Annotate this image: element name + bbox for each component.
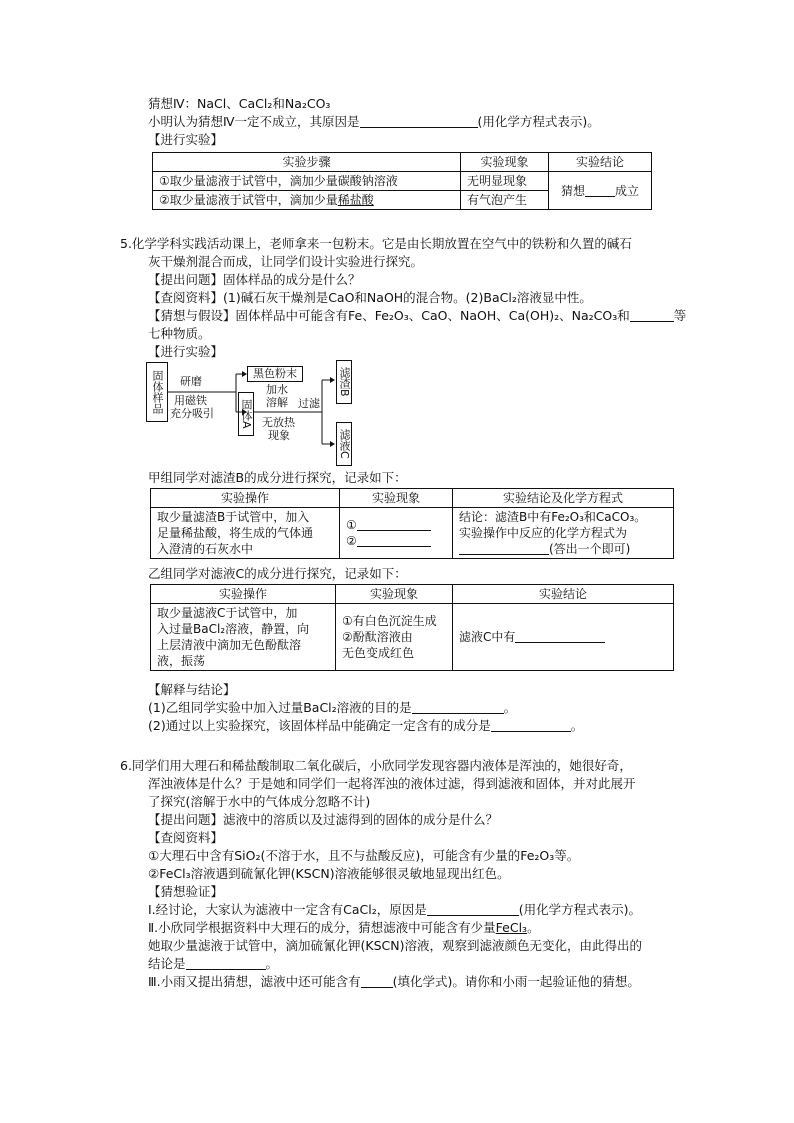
conclusion-text: 成立 bbox=[615, 183, 640, 198]
answer-blank[interactable] bbox=[361, 975, 393, 988]
verify-text: Ⅰ.经讨论，大家认为滤液中一定含有CaCl₂，原因是 bbox=[148, 902, 427, 917]
table-cell: ①取少量滤液于试管中，滴加少量碳酸钠溶液 bbox=[153, 172, 461, 191]
table-header: 实验现象 bbox=[461, 153, 549, 172]
table-header: 实验结论及化学方程式 bbox=[453, 489, 674, 508]
q6-info-1: ①大理石中含有SiO₂(不溶于水，且不与盐酸反应)，可能含有少量的Fe₂O₃等。 bbox=[148, 848, 580, 863]
flow-label-water: 溶解 bbox=[266, 396, 288, 409]
conclusion-line: 结论：滤渣B中有Fe₂O₃和CaCO₃。 bbox=[459, 510, 647, 524]
group-a-intro: 甲组同学对滤渣B的成分进行探究，记录如下： bbox=[148, 470, 407, 485]
conclusion-text: 滤液C中有 bbox=[459, 630, 516, 644]
flow-label-noheat: 无放热 bbox=[262, 416, 295, 429]
guess-text: 【猜想与假设】固体样品中可能含有Fe、Fe₂O₃、CaO、NaOH、Ca(OH)₂、Na₂CO₃和 bbox=[148, 308, 630, 323]
experiment-table-b bbox=[150, 584, 674, 671]
q6-verify-1 bbox=[148, 902, 641, 918]
guess-4-line: 猜想Ⅳ：NaCl、CaCl₂和Na₂CO₃ bbox=[148, 96, 331, 111]
step-text: ②取少量滤液于试管中，滴加少量 bbox=[159, 193, 338, 207]
step-underlined: 稀盐酸 bbox=[337, 193, 374, 207]
guess-suffix: 等 bbox=[673, 308, 687, 323]
table-cell bbox=[340, 508, 453, 559]
table-header: 实验操作 bbox=[151, 585, 336, 604]
phenom-line: ②酚酞溶液由 bbox=[342, 630, 413, 644]
explain-text: (1)乙组同学实验中加入过量BaCl₂溶液的目的是 bbox=[148, 700, 412, 715]
answer-blank[interactable] bbox=[491, 719, 571, 732]
q5-intro-cont: 灰干燥剂混合而成，让同学们设计实验进行探究。 bbox=[148, 254, 424, 269]
table-header: 实验现象 bbox=[336, 585, 453, 604]
q6-verify-2b: 她取少量滤液于试管中，滴加硫氰化钾(KSCN)溶液，观察到滤液颜色无变化，由此得出的 bbox=[148, 938, 642, 953]
verify-suffix: 。 bbox=[265, 956, 279, 971]
op-line: 足量稀盐酸，将生成的气体通 bbox=[157, 526, 314, 540]
answer-blank[interactable] bbox=[515, 630, 605, 643]
table-header: 实验操作 bbox=[151, 489, 340, 508]
section-header: 【进行实验】 bbox=[148, 132, 224, 147]
q6-verify-2c bbox=[148, 956, 278, 972]
table-cell bbox=[151, 508, 340, 559]
residue-b-box: 滤渣B bbox=[336, 360, 352, 404]
period: 。 bbox=[570, 718, 584, 733]
flow-label-grind: 研磨 bbox=[180, 375, 202, 388]
verify-suffix: (填化学式)。请你和小雨一起验证他的猜想。 bbox=[392, 974, 640, 989]
xiaoming-text: 小明认为猜想Ⅳ一定不成立，其原因是 bbox=[148, 114, 360, 129]
q5-intro: 5.化学学科实践活动课上，老师拿来一包粉末。它是由长期放置在空气中的铁粉和久置的碱石 bbox=[120, 236, 632, 251]
verify-underlined: FeCl₃ bbox=[495, 920, 528, 935]
table-cell bbox=[453, 604, 674, 671]
phenom-line: 无色变成红色 bbox=[342, 646, 415, 660]
phenom-line: ①有白色沉淀生成 bbox=[342, 614, 437, 628]
op-line: 取少量滤渣B于试管中，加入 bbox=[157, 510, 310, 524]
q5-guess-cont: 七种物质。 bbox=[148, 326, 211, 341]
q6-intro-cont: 浑浊液体是什么？于是她和同学们一起将浑浊的液体过滤，得到滤液和固体，并对此展开 bbox=[148, 776, 636, 791]
solid-a-box: 固体A bbox=[238, 392, 254, 436]
xiaoming-suffix: (用化学方程式表示)。 bbox=[477, 114, 600, 129]
table-cell: 有气泡产生 bbox=[461, 191, 549, 210]
answer-blank[interactable] bbox=[412, 701, 504, 714]
conclusion-text: 猜想 bbox=[560, 183, 585, 198]
answer-blank[interactable] bbox=[427, 903, 519, 916]
table-header: 实验结论 bbox=[549, 153, 652, 172]
section-header: 【进行实验】 bbox=[148, 344, 224, 359]
table-header: 实验步骤 bbox=[153, 153, 461, 172]
q6-verify-2 bbox=[148, 920, 540, 936]
answer-blank[interactable] bbox=[357, 534, 431, 547]
flow-label-magnet: 用磁铁 bbox=[174, 394, 207, 407]
table-cell bbox=[336, 604, 453, 671]
table-cell: 无明显现象 bbox=[461, 172, 549, 191]
verify-text: Ⅲ.小雨又提出猜想，滤液中还可能含有 bbox=[148, 974, 361, 989]
q6-intro-cont: 了探究(溶解于水中的气体成分忽略不计) bbox=[148, 794, 371, 809]
q6-info-2: ②FeCl₃溶液遇到硫氰化钾(KSCN)溶液能够很灵敏地显现出红色。 bbox=[148, 866, 510, 881]
answer-blank[interactable] bbox=[459, 542, 549, 555]
conclusion-note: (答出一个即可) bbox=[549, 542, 631, 556]
phenom-index: ② bbox=[346, 534, 357, 548]
flow-label-water: 加水 bbox=[266, 383, 288, 396]
explain-1 bbox=[148, 700, 516, 716]
answer-blank[interactable] bbox=[357, 518, 431, 531]
period: 。 bbox=[503, 700, 517, 715]
phenom-index: ① bbox=[346, 518, 357, 532]
q5-info: 【查阅资料】(1)碱石灰干燥剂是CaO和NaOH的混合物。(2)BaCl₂溶液显中性。 bbox=[148, 290, 592, 305]
verify-suffix: (用化学方程式表示)。 bbox=[518, 902, 642, 917]
verify-text: Ⅱ.小欣同学根据资料中大理石的成分，猜想滤液中可能含有少量 bbox=[148, 920, 496, 935]
q6-intro: 6.同学们用大理石和稀盐酸制取二氧化碳后，小欣同学发现容器内液体是浑浊的，她很好奇， bbox=[120, 758, 632, 773]
table-cell bbox=[453, 508, 674, 559]
conclusion-line: 实验操作中反应的化学方程式为 bbox=[459, 526, 628, 540]
explain-2 bbox=[148, 718, 583, 734]
op-line: 上层清液中滴加无色酚酞溶 bbox=[157, 638, 302, 652]
q5-question: 【提出问题】固体样品的成分是什么？ bbox=[148, 272, 361, 287]
op-line: 液，振荡 bbox=[157, 654, 206, 668]
section-header: 【解释与结论】 bbox=[148, 682, 236, 697]
table-cell bbox=[151, 604, 336, 671]
answer-blank[interactable] bbox=[186, 957, 266, 970]
section-header: 【猜想验证】 bbox=[148, 884, 224, 899]
verify-text: 结论是 bbox=[148, 956, 186, 971]
q6-question: 【提出问题】滤液中的溶质以及过滤得到的固体的成分是什么？ bbox=[148, 812, 499, 827]
flow-label-noheat: 现象 bbox=[268, 429, 290, 442]
filtrate-c-box: 滤液C bbox=[336, 422, 352, 466]
op-line: 入过量BaCl₂溶液，静置，向 bbox=[157, 622, 310, 636]
q6-verify-3 bbox=[148, 974, 640, 990]
flow-label-filter: 过滤 bbox=[298, 397, 320, 410]
experiment-table-a bbox=[150, 488, 674, 559]
sample-box: 固体样品 bbox=[146, 362, 168, 422]
explain-text: (2)通过以上实验探究，该固体样品中能确定一定含有的成分是 bbox=[148, 718, 491, 733]
table-header: 实验现象 bbox=[340, 489, 453, 508]
op-line: 取少量滤液C于试管中，加 bbox=[157, 606, 298, 620]
flow-label-magnet: 充分吸引 bbox=[170, 407, 214, 420]
section-header: 【查阅资料】 bbox=[148, 830, 224, 845]
black-powder-box: 黑色粉末 bbox=[247, 366, 303, 382]
verify-suffix: 。 bbox=[527, 920, 540, 935]
op-line: 入澄清的石灰水中 bbox=[157, 542, 254, 556]
table-header: 实验结论 bbox=[453, 585, 674, 604]
group-b-intro: 乙组同学对滤液C的成分进行探究，记录如下： bbox=[148, 566, 407, 581]
